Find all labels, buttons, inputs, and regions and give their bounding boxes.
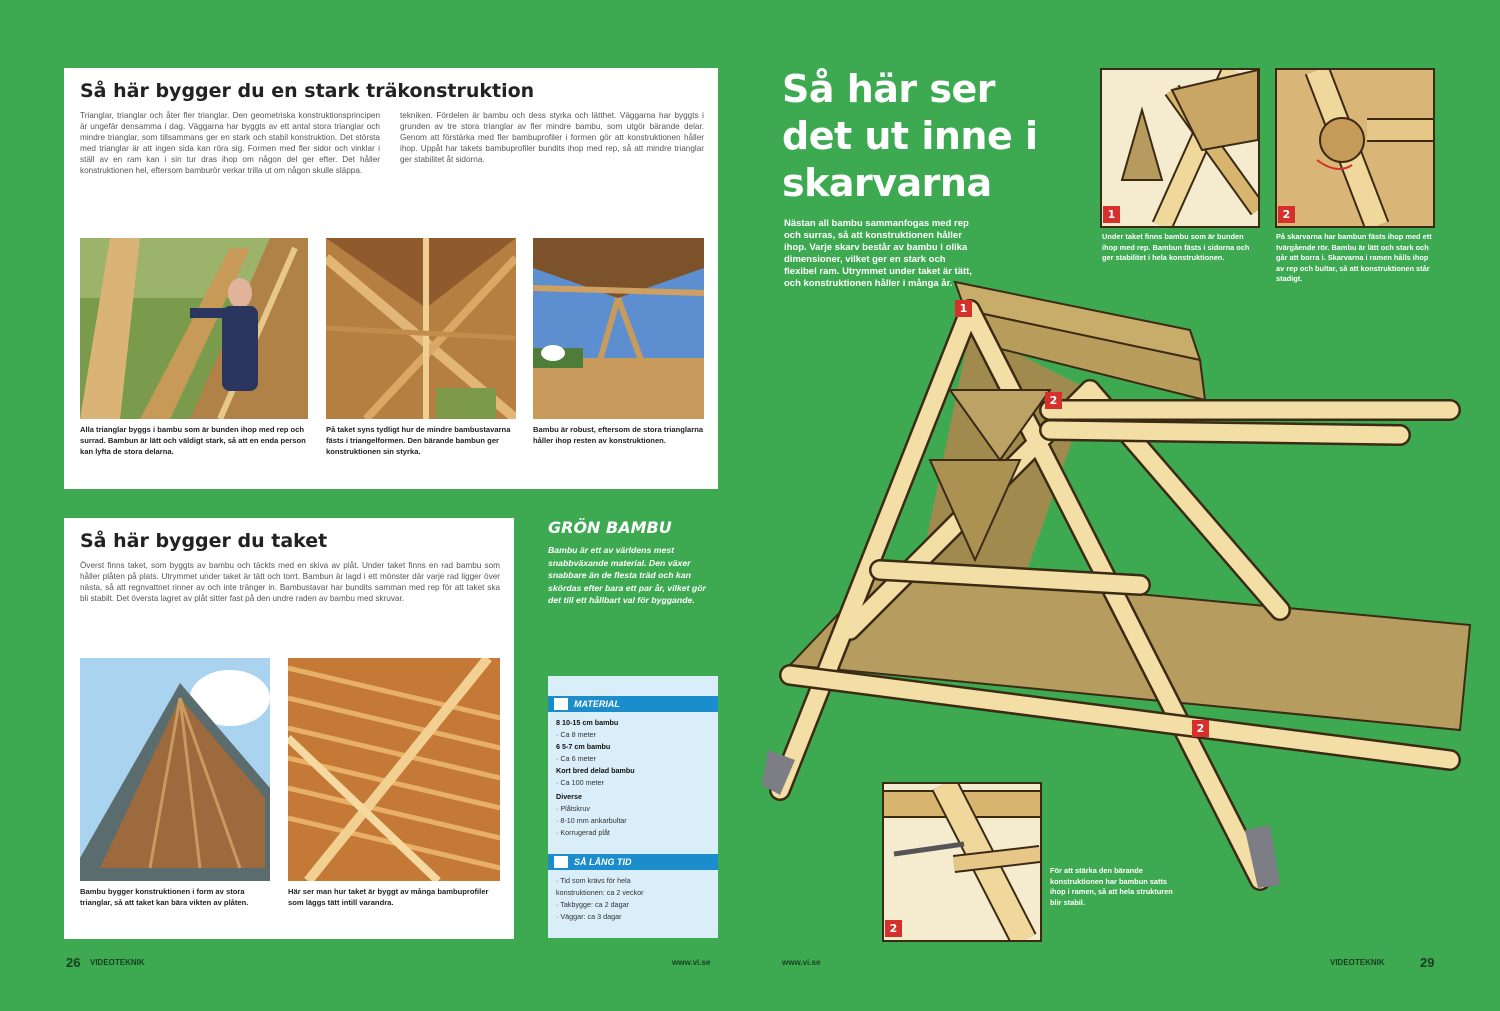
roof-body: Överst finns taket, som byggts av bambu och täckts med en skiva av plåt. Under taket finns en rad bambu som håller plåten på plats. Utrymmet under taket är tätt och torrt. Bambun är lagd i ett mönster där varje rad ligger över nästa, så att regnvattnet rinner av och inte tränger in. Bambustavar har bundits samman med rep för att taket ska bli stabilt. Det översta lagret av plåt sitter fast på den undre raden av bambu med skruvar. [80,561,500,603]
detail-badge-3: 2 [885,920,902,937]
footer-brand-right: VIDEOTEKNIK [1330,958,1385,967]
time-line: konstruktionen: ca 2 veckor [556,888,644,897]
time-line: · Väggar: ca 3 dagar [556,912,622,921]
detail-caption-2: På skarvarna har bambun fästs ihop med ett tvärgående rör. Bambu är lätt och stark och går att borra i. Skarvarna i ramen hålls ihop av rep och bultar, så att konstruktionen står stadigt. [1276,232,1432,283]
material-box [548,676,718,938]
structure-panel [64,68,718,489]
material-line: 8 10-15 cm bambu [556,718,619,727]
caption-photo-3: Bambu är robust, eftersom de stora trianglarna håller ihop resten av konstruktionen. [533,425,704,445]
sidebar-heading: GRÖN BAMBU [548,518,672,537]
detail-inset-2 [1275,68,1435,228]
caption-photo-2: På taket syns tydligt hur de mindre bambustavarna fästs i triangelformen. Den bärande bambun ger konstruktionen sin styrka. [326,425,511,456]
sidebar-text: Bambu är ett av världens mest snabbväxande material. Den växer snabbare än de flesta träd och kan skördas efter bara ett par år, vilket gör det till ett hållbart val för byggande. [548,545,706,605]
detail-caption-3: För att stärka den bärande konstruktionen har bambun satts ihop i ramen, så att hela strukturen blir stabil. [1050,866,1173,907]
material-heading: MATERIAL [548,696,718,712]
detail-caption-1: Under taket finns bambu som är bunden ihop med rep. Bambun fästs i sidorna och ger stabilitet i hela konstruktionen. [1102,232,1250,262]
joints-lead: Nästan all bambu sammanfogas med rep och surras, så att konstruktionen håller ihop. Varje skarv består av bambu i olika dimensioner, vilket ger en stark och flexibel ram. Utrymmet under taket är tätt, och konstruktionen håller i många år. [784,218,972,289]
footer-url-left: www.vi.se [672,958,711,967]
material-line: · Ca 100 meter [556,778,604,787]
page-number-left: 26 [66,955,81,970]
caption-photo-1: Alla trianglar byggs i bambu som är bunden ihop med rep och surrad. Bambun är lätt och väldigt stark, så att en enda person kan lyfta de stora delarna. [80,425,306,456]
diagram-marker-3: 2 [1192,720,1209,737]
material-line: Diverse [556,792,582,801]
footer-brand-left: VIDEOTEKNIK [90,958,145,967]
time-line: · Tid som krävs för hela [556,876,631,885]
detail-badge-2: 2 [1278,206,1295,223]
material-line: · Ca 8 meter [556,730,596,739]
structure-title: Så här bygger du en stark träkonstruktion [80,80,535,102]
roof-title: Så här bygger du taket [80,530,328,552]
photo-interior-frame [533,238,704,419]
clock-icon [554,856,568,868]
structure-body-col2: tekniken. Fördelen är bambu och dess styrka och lätthet. Väggarna har byggts i grunden av tre stora trianglar av fler mindre bambu, som utgör bärande delar. Genom att förstärka med fler bambuprofiler i formen gör att konstruktionen håller ihop. Uppåt har takets bambuprofiler bundits ihop med rep, så att mindre trianglar ger stabilitet åt sidorna. [400,111,704,164]
roof-panel [64,518,514,939]
material-line: Kort bred delad bambu [556,766,635,775]
caption-roof-photo-2: Här ser man hur taket är byggt av många bambuprofiler som läggs tätt intill varandra. [288,887,489,907]
diagram-marker-2: 2 [1045,392,1062,409]
toolbox-icon [554,698,568,710]
time-line: · Takbygge: ca 2 dagar [556,900,629,909]
bamboo-shelter-illustration [760,270,1500,900]
structure-body-col1: Trianglar, trianglar och åter fler trianglar. Den geometriska konstruktionsprincipen är ungefär densamma i dag. Väggarna har byggts av ett antal stora trianglar och mindre trianglar, som tillsammans ger en stark och stabil konstruktion. Det största med trianglar är att ingen sida kan röra sig. Formen med fler sidor och vinklar i ställ av en ram kan i sin tur dras ihop om någon del ger efter. Det håller konstruktionen hel, eftersom bamburör verkar trilla ut om någon skulle släppa. [80,111,380,175]
photo-roof-peak [80,658,270,881]
material-line: · Ca 6 meter [556,754,596,763]
detail-badge-1: 1 [1103,206,1120,223]
material-line: 6 5-7 cm bambu [556,742,611,751]
joints-title: Så här ser det ut inne i skarvarna [782,67,1038,205]
page-number-right: 29 [1420,955,1435,970]
caption-roof-photo-1: Bambu bygger konstruktionen i form av stora trianglar, så att taket kan bära vikten av plåten. [80,887,249,907]
footer-url-right: www.vi.se [782,958,821,967]
detail-inset-1 [1100,68,1260,228]
material-line: · Korrugerad plåt [556,828,610,837]
material-line: · 8-10 mm ankarbultar [556,816,627,825]
material-line: · Plåtskruv [556,804,590,813]
diagram-marker-1: 1 [955,300,972,317]
time-heading: SÅ LÅNG TID [548,854,718,870]
detail-inset-3 [882,782,1042,942]
photo-roof-underside [326,238,516,419]
photo-man-assembling [80,238,308,419]
photo-roof-bamboo [288,658,500,881]
